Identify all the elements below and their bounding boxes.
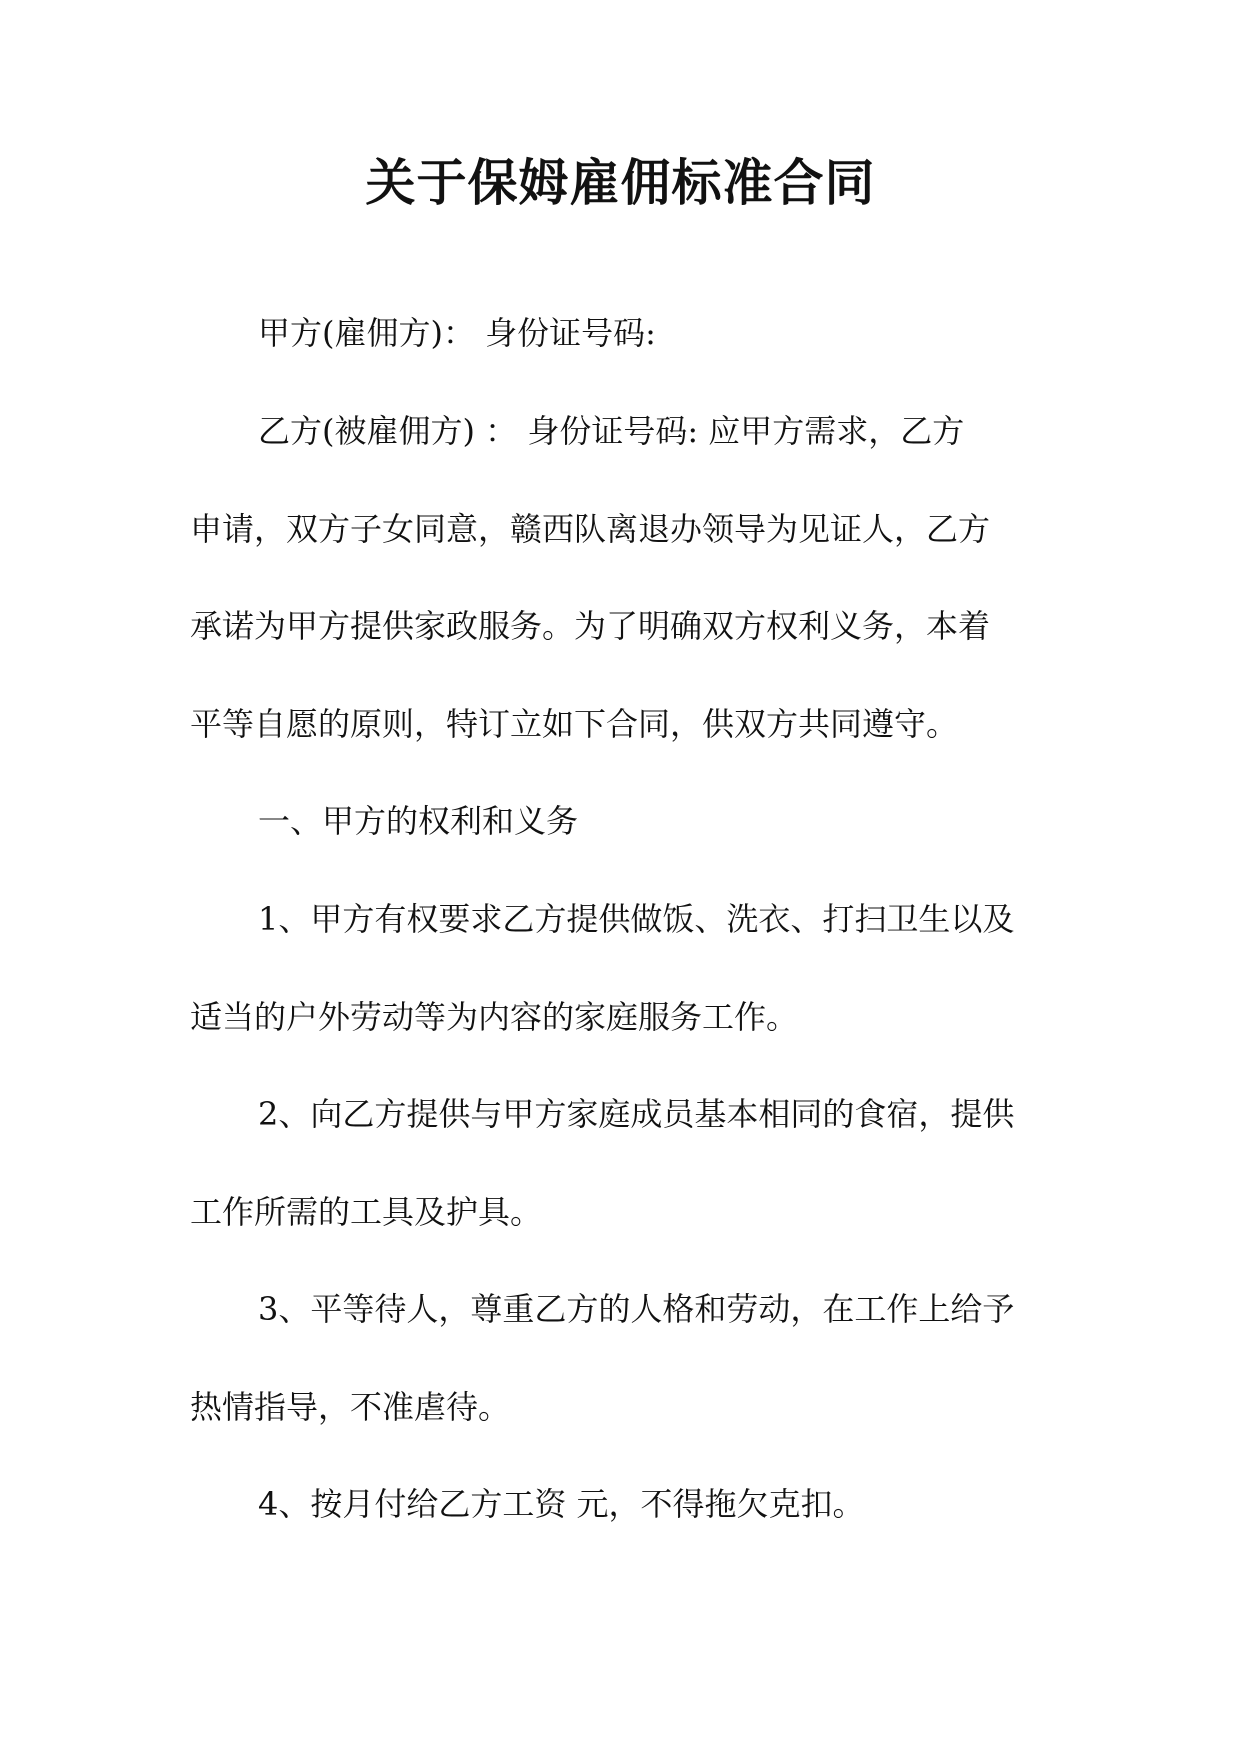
clause-1-continuation: 适当的户外劳动等为内容的家庭服务工作。 — [190, 998, 799, 1036]
clause-3-line: 3、平等待人，尊重乙方的人格和劳动，在工作上给予 — [258, 1290, 1015, 1328]
party-b-line: 乙方(被雇佣方) ： 身份证号码: 应甲方需求，乙方 — [258, 412, 965, 450]
paragraph-line: 平等自愿的原则，特订立如下合同，供双方共同遵守。 — [190, 705, 959, 743]
paragraph-line: 承诺为甲方提供家政服务。为了明确双方权利义务，本着 — [190, 607, 991, 645]
section-heading: 一、甲方的权利和义务 — [258, 802, 579, 840]
clause-2-continuation: 工作所需的工具及护具。 — [190, 1193, 543, 1231]
clause-2-line: 2、向乙方提供与甲方家庭成员基本相同的食宿，提供 — [258, 1095, 1015, 1133]
document-title: 关于保姆雇佣标准合同 — [365, 154, 876, 212]
clause-1-line: 1、甲方有权要求乙方提供做饭、洗衣、打扫卫生以及 — [258, 900, 1015, 938]
paragraph-line: 申请，双方子女同意，赣西队离退办领导为见证人，乙方 — [190, 510, 991, 548]
clause-3-continuation: 热情指导，不准虐待。 — [190, 1388, 511, 1426]
clause-4-line: 4、按月付给乙方工资 元，不得拖欠克扣。 — [258, 1485, 865, 1523]
party-a-line: 甲方(雇佣方)： 身份证号码: — [258, 314, 656, 352]
